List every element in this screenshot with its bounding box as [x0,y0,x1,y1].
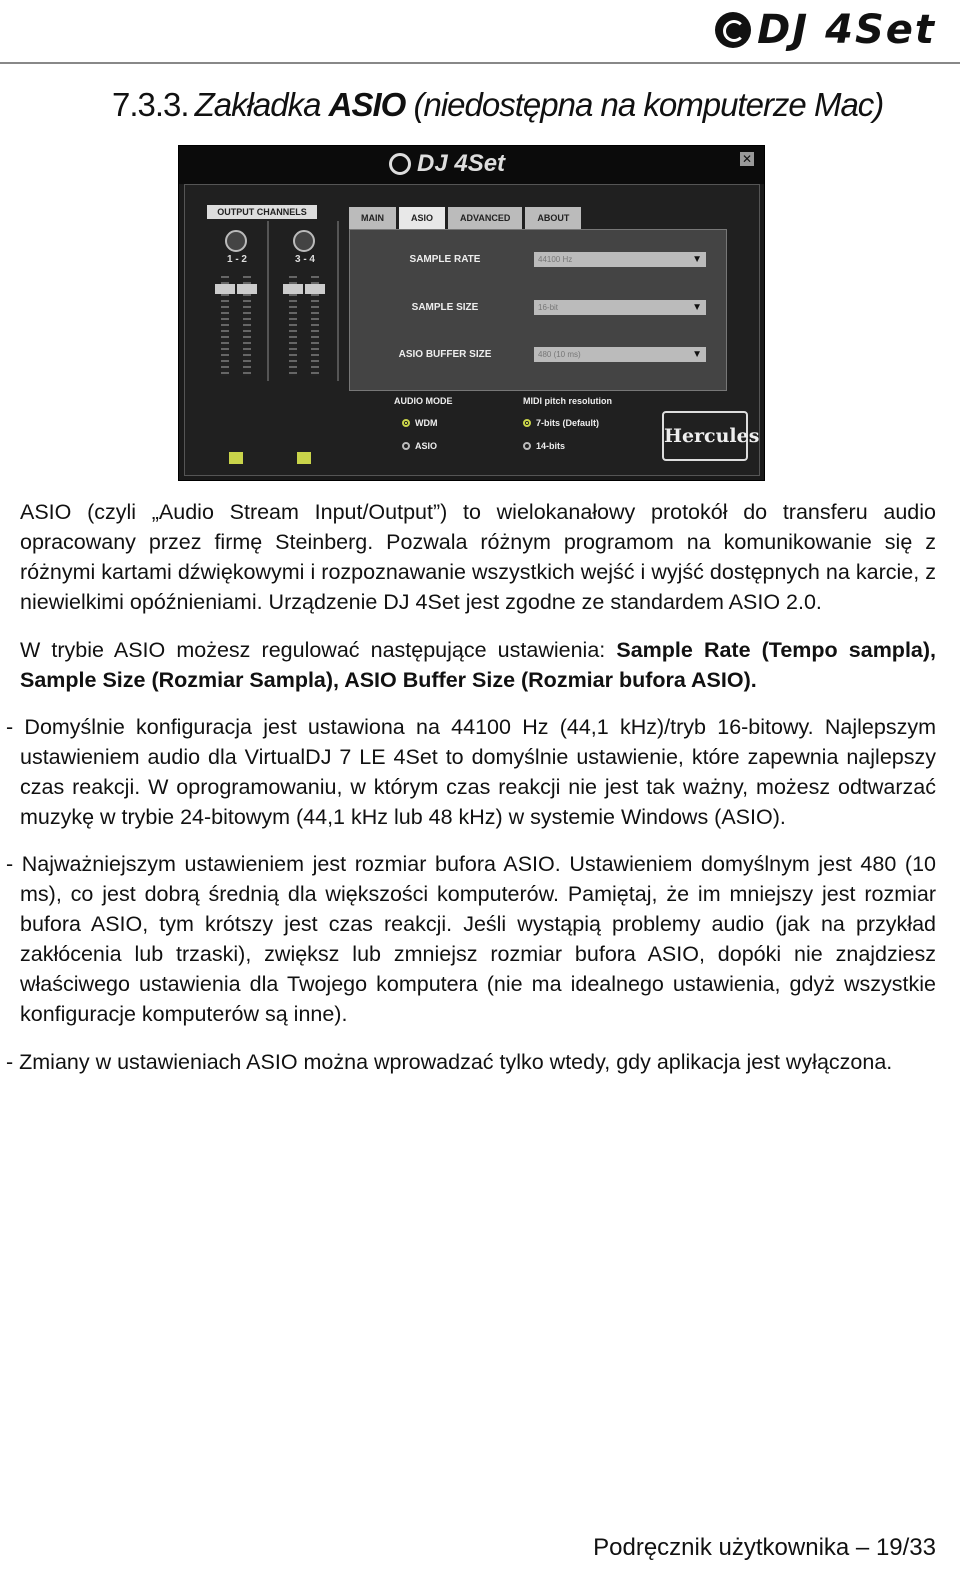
buffer-size-value: 480 (10 ms) [538,350,581,359]
sample-rate-select[interactable] [534,252,706,267]
disc-icon [715,12,751,48]
bullet-changes: - Zmiany w ustawieniach ASIO można wprowadzać tylko wtedy, gdy aplikacja jest wyłączona. [6,1050,893,1074]
bullet-default-config: - Domyślnie konfiguracja jest ustawiona na 44100 Hz (44,1 kHz)/tryb 16-bitowy. Najlepszym ustawieniem audio dla VirtualDJ 7 LE 4Set to domyślnie ustawienie, które zapewnia najlepszy czas reakcji. W oprogramowaniu, w którym czas reakcji nie jest tak ważny, możesz odtwarzać muzykę w trybie 24-bitowym (44,1 kHz lub 48 kHz) w systemie Windows (ASIO). [6,715,936,829]
channel-label: 3 - 4 [294,254,315,265]
tab-about[interactable]: ABOUT [525,207,581,229]
radio-on-icon [402,419,410,427]
disc-icon [389,153,411,175]
asio-settings-panel [349,229,727,391]
channel-knob[interactable] [293,230,315,252]
chevron-down-icon: ▼ [692,349,702,360]
radio-wdm-label: WDM [415,418,438,428]
section-title-post: (niedostępna na komputerze Mac) [405,86,884,123]
buffer-size-label: ASIO BUFFER SIZE [398,349,492,360]
header-rule [0,62,960,64]
window-titlebar [179,146,764,184]
header-logo [715,2,936,58]
sample-rate-value: 44100 Hz [538,255,573,264]
sample-rate-label: SAMPLE RATE [409,254,481,265]
page-footer: Podręcznik użytkownika – 19/33 [593,1534,936,1561]
fader-handle[interactable] [305,284,325,294]
radio-7bits[interactable] [523,418,599,428]
channel-label: 1 - 2 [226,254,247,265]
fader-handle[interactable] [237,284,257,294]
tab-main[interactable]: MAIN [349,207,396,229]
close-icon[interactable]: ✕ [741,152,753,166]
radio-asio[interactable] [402,441,437,451]
paragraph-settings-bold: Sample Rate (Tempo sampla), Sample Size (Rozmiar Sampla), ASIO Buffer Size (Rozmiar bufora ASIO). [20,638,937,692]
midi-resolution-label: MIDI pitch resolution [523,396,612,406]
section-number: 7.3.3. [112,86,189,123]
sample-size-value: 16-bit [538,303,559,312]
radio-wdm[interactable] [402,418,438,428]
sample-size-select[interactable] [534,300,706,315]
section-title-bold: ASIO [328,86,406,123]
channel-strip-2 [275,226,335,386]
settings-tabs [349,207,581,229]
section-title-pre: Zakładka [194,86,329,123]
radio-on-icon [523,419,531,427]
window-logo-text: DJ 4Set [417,150,506,177]
radio-off-icon [402,442,410,450]
tab-advanced[interactable]: ADVANCED [448,207,522,229]
chevron-down-icon: ▼ [692,254,702,265]
radio-off-icon [523,442,531,450]
chevron-down-icon: ▼ [692,302,702,313]
radio-asio-label: ASIO [415,441,438,451]
header-logo-text: DJ 4Set [757,7,936,53]
bullet-buffer-size: - Najważniejszym ustawieniem jest rozmiar bufora ASIO. Ustawieniem domyślnym jest 480 (10 ms), co jest dobrą średnią dla większości komputerów. Pamiętaj, że im mniejszy jest rozmiar bufora ASIO, tym krótszy jest czas reakcji. Jeśli wystąpią problemy audio (jak na przykład zakłócenia lub trzaski), zwiększ lub zmniejsz rozmiar bufora ASIO, dopóki nie znajdziesz właściwego ustawienia dla Twojego komputera (nie ma idealnego ustawienia, gdyż wszystkie konfiguracje komputerów są inne). [6,852,936,1026]
channel-strip-1 [207,226,267,386]
paragraph-settings [20,635,936,695]
fader-handle[interactable] [215,284,235,294]
output-channels-label: OUTPUT CHANNELS [207,205,317,219]
paragraph-intro: ASIO (czyli „Audio Stream Input/Output”) to wielokanałowy protokół do transferu audio opracowany przez firmę Steinberg. Pozwala różnym programom na komunikowanie się z różnymi kartami dźwiękowymi i rozpoznawanie wszystkich wejść i wyjść dostępnych na karcie, z niewielkimi opóźnieniami. Urządzenie DJ 4Set jest zgodne ze standardem ASIO 2.0. [20,500,936,614]
brand-logo: Hercules [662,411,748,461]
sample-size-label: SAMPLE SIZE [411,302,479,313]
radio-7bits-label: 7-bits (Default) [536,418,599,428]
section-title [112,86,883,124]
radio-14bits-label: 14-bits [536,441,566,451]
radio-14bits[interactable] [523,441,565,451]
app-screenshot-window [178,145,765,481]
divider [267,221,269,381]
audio-mode-label: AUDIO MODE [394,396,453,406]
channel-knob[interactable] [225,230,247,252]
paragraph-settings-text: W trybie ASIO możesz regulować następujące ustawienia: [20,638,617,662]
speaker-icon[interactable] [229,452,243,464]
tab-asio[interactable]: ASIO [399,207,445,229]
divider [337,221,339,381]
speaker-icon[interactable] [297,452,311,464]
window-logo [389,150,505,178]
buffer-size-select[interactable] [534,347,706,362]
fader-handle[interactable] [283,284,303,294]
